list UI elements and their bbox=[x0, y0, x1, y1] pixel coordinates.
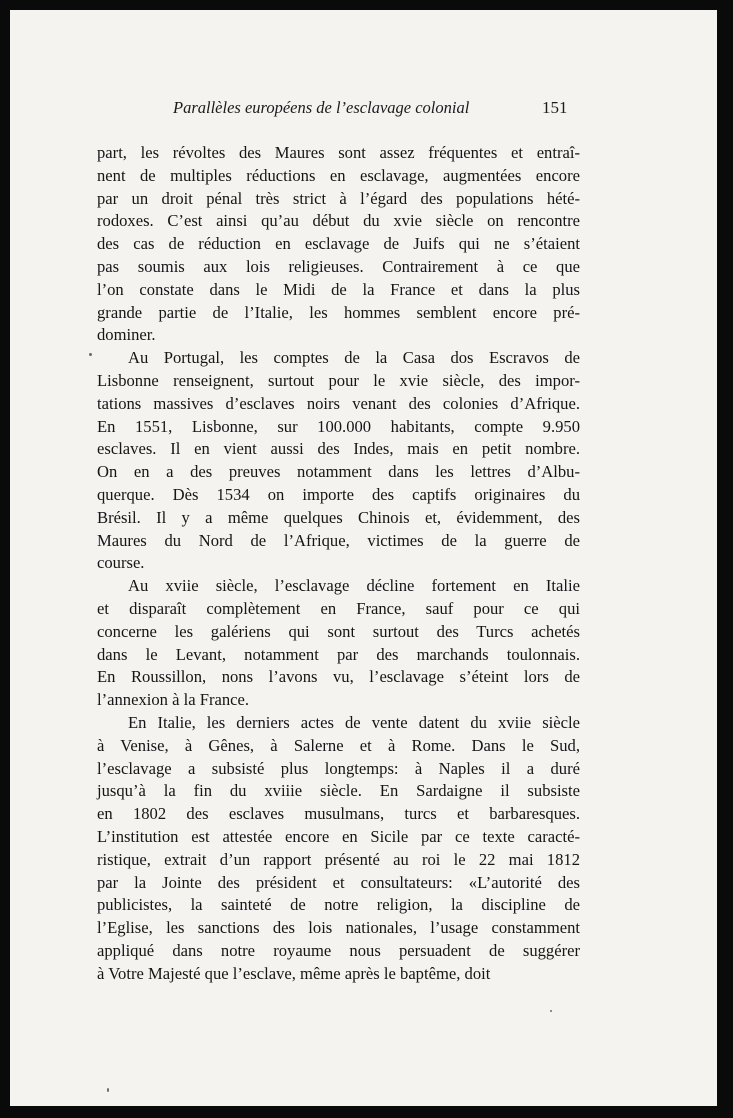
text-line: et disparaît complètement en France, sauf pour ce qui bbox=[97, 598, 580, 618]
text-line: tations massives d’esclaves noirs venant des colonies d’Afrique. bbox=[97, 393, 580, 413]
text-line: part, les révoltes des Maures sont assez fréquentes et entraî- bbox=[97, 143, 580, 162]
scan-speck bbox=[550, 1010, 552, 1012]
text-line: Maures du Nord de l’Afrique, victimes de la guerre de bbox=[97, 530, 580, 550]
text-line: à Venise, à Gênes, à Salerne et à Rome. Dans le Sud, bbox=[97, 735, 580, 755]
text-line: En Italie, les derniers actes de vente datent du xviie siècle bbox=[128, 712, 580, 732]
text-line: rodoxes. C’est ainsi qu’au début du xvie siècle on rencontre bbox=[97, 211, 580, 231]
text-line: ristique, extrait d’un rapport présenté au roi le 22 mai 1812 bbox=[97, 849, 580, 869]
text-line: querque. Dès 1534 on importe des captifs originaires du bbox=[97, 484, 580, 504]
text-line: appliqué dans notre royaume nous persuadent de suggérer bbox=[97, 940, 580, 960]
text-line: l’on constate dans le Midi de la France et dans la plus bbox=[97, 279, 580, 299]
text-line: En Roussillon, nons l’avons vu, l’esclavage s’éteint lors de bbox=[97, 667, 580, 687]
text-line: l’esclavage a subsisté plus longtemps: à Naples il a duré bbox=[97, 758, 580, 778]
text-line: publicistes, la sainteté de notre religion, la discipline de bbox=[97, 895, 580, 915]
body-text bbox=[97, 142, 580, 985]
paragraph bbox=[97, 142, 580, 347]
text-line: Lisbonne renseignent, surtout pour le xvie siècle, des impor- bbox=[97, 370, 580, 390]
text-line: grande partie de l’Italie, les hommes semblent encore pré- bbox=[97, 302, 580, 322]
text-line: des cas de réduction en esclavage de Juifs qui ne s’étaient bbox=[97, 234, 580, 254]
scanned-page bbox=[10, 10, 717, 1106]
text-line: par un droit pénal très strict à l’égard des populations hété- bbox=[97, 188, 580, 208]
running-title: Parallèles européens de l’esclavage colonial bbox=[173, 98, 470, 117]
text-line: dans le Levant, notamment par des marchands toulonnais. bbox=[97, 644, 580, 664]
text-line: pas soumis aux lois religieuses. Contrairement à ce que bbox=[97, 256, 580, 276]
text-line: course. bbox=[97, 553, 145, 573]
text-line: à Votre Majesté que l’esclave, même après le baptême, doit bbox=[97, 963, 491, 983]
text-line: l’Eglise, les sanctions des lois nationales, l’usage constamment bbox=[97, 918, 580, 938]
paragraph bbox=[97, 347, 580, 575]
page-number: 151 bbox=[542, 98, 568, 117]
scan-speck bbox=[107, 1088, 109, 1092]
text-line: l’annexion à la France. bbox=[97, 690, 250, 710]
text-line: Au xviie siècle, l’esclavage décline fortement en Italie bbox=[128, 576, 580, 596]
text-line: nent de multiples réductions en esclavage, augmentées encore bbox=[97, 165, 580, 185]
text-line: par la Jointe des président et consultateurs: «L’autorité des bbox=[97, 872, 580, 892]
text-line: en 1802 des esclaves musulmans, turcs et barbaresques. bbox=[97, 804, 580, 824]
paragraph bbox=[97, 712, 580, 986]
scan-speck bbox=[89, 353, 92, 356]
text-line: concerne les galériens qui sont surtout des Turcs achetés bbox=[97, 621, 580, 641]
text-line: esclaves. Il en vient aussi des Indes, mais en petit nombre. bbox=[97, 439, 580, 459]
text-line: dominer. bbox=[97, 325, 156, 345]
running-head bbox=[10, 98, 717, 126]
text-line: Brésil. Il y a même quelques Chinois et, évidemment, des bbox=[97, 507, 580, 527]
text-line: On en a des preuves notamment dans les lettres d’Albu- bbox=[97, 462, 580, 482]
paragraph bbox=[97, 575, 580, 712]
text-line: jusqu’à la fin du xviiie siècle. En Sardaigne il subsiste bbox=[97, 781, 580, 801]
text-line: L’institution est attestée encore en Sicile par ce texte caracté- bbox=[97, 826, 580, 846]
text-line: Au Portugal, les comptes de la Casa dos Escravos de bbox=[128, 348, 580, 368]
text-line: En 1551, Lisbonne, sur 100.000 habitants, compte 9.950 bbox=[97, 416, 580, 436]
